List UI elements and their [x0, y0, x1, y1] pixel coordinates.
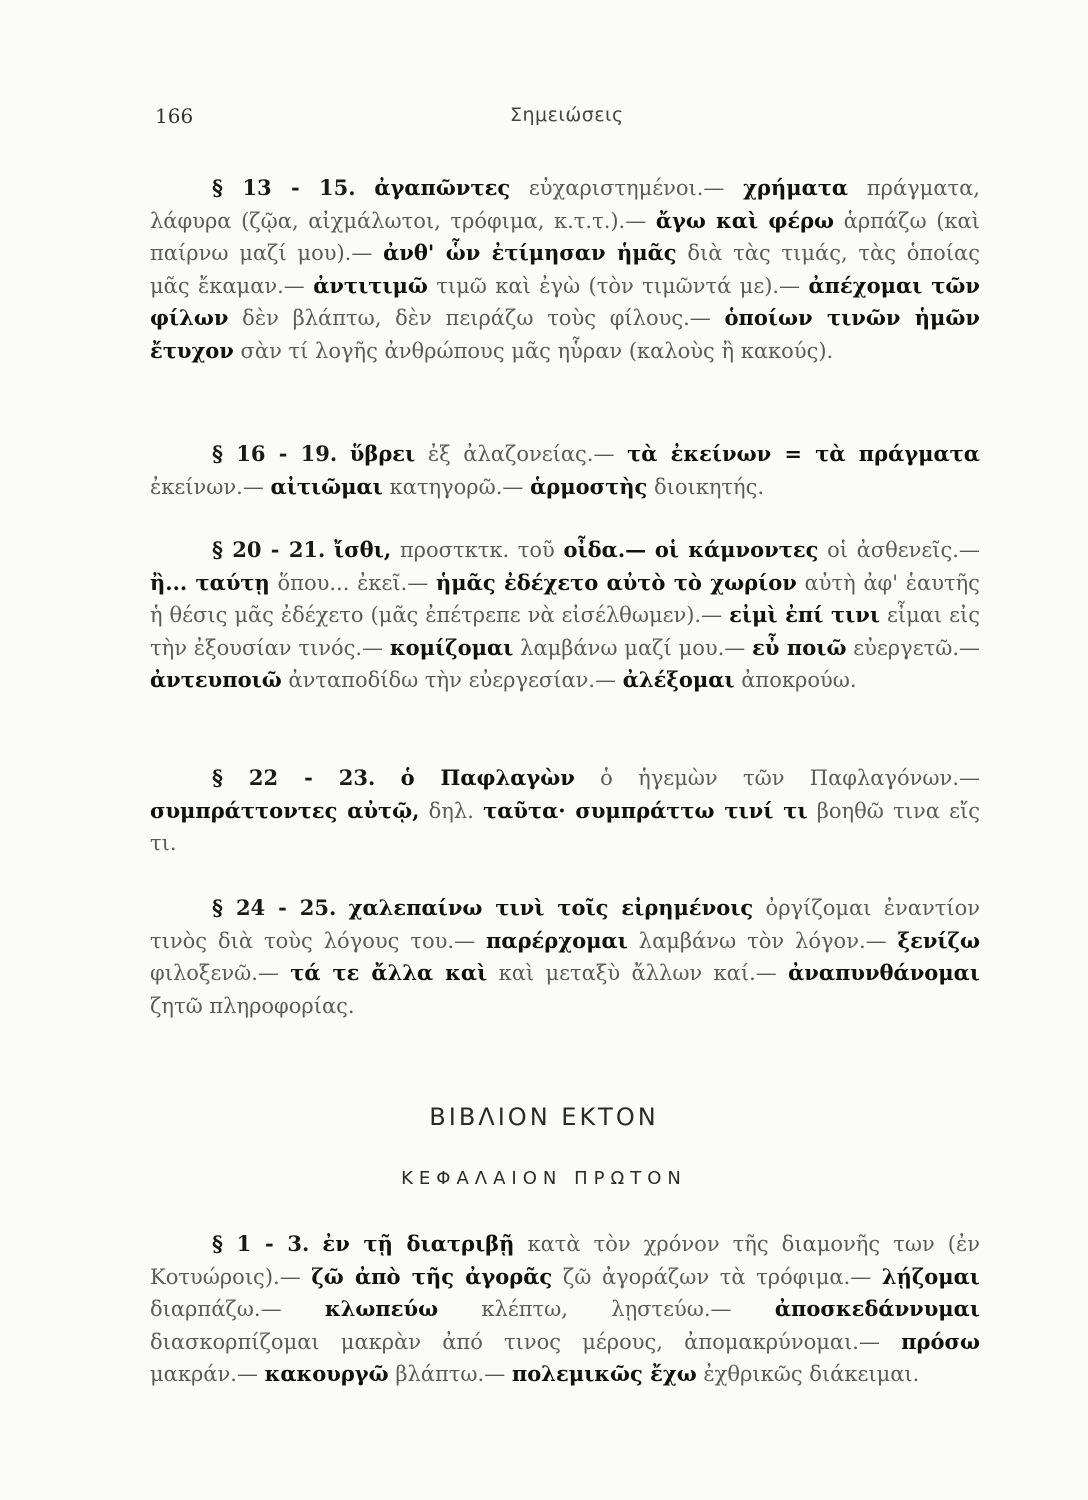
note-gloss: ὀργίζομαι ἐναντίον τινὸς διὰ τοὺς λόγους του.—	[150, 896, 980, 953]
note-term: ἁρμοστὴς	[530, 473, 648, 499]
note-gloss: κατὰ τὸν χρόνον τῆς διαμονῆς των (ἐν Κοτυώροις).—	[150, 1232, 981, 1289]
note-gloss: λαμβάνω μαζί μου.—	[520, 635, 746, 660]
note-term: εὖ ποιῶ	[752, 634, 847, 660]
note-gloss: εὐχαριστημένοι.—	[528, 176, 725, 200]
note-term: ἀναπυνθάνομαι	[788, 960, 980, 985]
note-term: τά τε ἄλλα καὶ	[290, 960, 488, 985]
notes-section-24-25	[150, 892, 980, 1022]
note-term: ἀντιτιμῶ	[313, 272, 428, 298]
note-gloss: φιλοξενῶ.—	[150, 961, 279, 985]
section-ref: § 16 - 19.	[212, 441, 338, 466]
note-gloss: προστκτκ. τοῦ	[399, 538, 555, 562]
page-header	[155, 104, 985, 144]
note-term: ἴσθι,	[334, 537, 392, 562]
note-term: ἀλέξομαι	[622, 667, 735, 692]
note-gloss: διοικητής.	[653, 474, 765, 499]
notes-section-20-21	[150, 534, 980, 697]
note-term: ἄγω καὶ φέρω	[655, 207, 835, 233]
note-term: πολεμικῶς ἔχω	[511, 1361, 697, 1386]
note-gloss: κατηγορῶ.—	[389, 474, 524, 499]
section-ref: § 22 - 23.	[212, 765, 376, 790]
note-gloss: ἐξ ἀλαζονείας.—	[427, 442, 615, 466]
note-gloss: ζητῶ πληροφορίας.	[150, 993, 355, 1018]
note-paragraph	[150, 172, 980, 367]
note-gloss: ἐκείνων.—	[150, 474, 264, 499]
note-term: ξενίζω	[897, 927, 980, 953]
note-term: ὁ Παφλαγὼν	[400, 765, 575, 790]
note-paragraph	[150, 438, 980, 503]
note-gloss: εἶμαι εἰς τὴν ἐξουσίαν τινός.—	[150, 603, 980, 660]
note-term: κομίζομαι	[389, 634, 514, 660]
note-gloss: διὰ τὰς τιμάς, τὰς ὁποίας μᾶς ἔκαμαν.—	[150, 241, 980, 298]
note-term: παρέρχομαι	[486, 927, 628, 953]
note-gloss: βλάπτω.—	[395, 1362, 506, 1386]
note-term: αἰτιῶμαι	[270, 473, 383, 499]
note-gloss: ὁ ἡγεμὼν τῶν Παφλαγόνων.—	[600, 766, 980, 790]
note-term: ἀποσκεδάννυμαι	[774, 1296, 980, 1321]
note-gloss: διασκορπίζομαι μακρὰν ἀπό τινος μέρους, ἀπομακρύνομαι.—	[150, 1329, 880, 1354]
note-gloss: ἁρπάζω (καὶ παίρνω μαζί μου).—	[150, 208, 980, 265]
note-gloss: δὲν βλάπτω, δὲν πειράζω τοὺς φίλους.—	[242, 306, 711, 330]
note-paragraph	[150, 892, 980, 1022]
note-term: ὕβρει	[349, 441, 416, 466]
chapter-title: ΚΕΦΑΛΑΙΟΝ ΠΡΩΤΟΝ	[401, 1168, 687, 1189]
page-number: 166	[155, 104, 194, 128]
note-paragraph	[150, 762, 980, 860]
note-gloss: μακράν.—	[150, 1362, 258, 1386]
notes-section-16-19	[150, 438, 980, 503]
section-ref: § 1 - 3.	[212, 1231, 310, 1256]
note-term: ὁποίων τινῶν ἡμῶν ἔτυχον	[150, 305, 980, 363]
note-paragraph	[150, 1228, 980, 1391]
book-title: ΒΙΒΛΙΟΝ ΕΚΤΟΝ	[429, 1103, 659, 1131]
notes-chapter-1-3	[150, 1228, 980, 1391]
note-gloss: εὐεργετῶ.—	[853, 635, 980, 660]
note-term: οἱ κάμνοντες	[654, 537, 819, 562]
note-term: χρήματα	[743, 175, 849, 200]
note-gloss: κλέπτω, λῃστεύω.—	[481, 1297, 732, 1321]
note-gloss: ἐχθρικῶς διάκειμαι.	[703, 1362, 920, 1386]
notes-section-22-23	[150, 762, 980, 860]
note-gloss: ζῶ ἀγοράζων τὰ τρόφιμα.—	[562, 1264, 872, 1289]
note-paragraph	[150, 534, 980, 697]
note-term: ἀντευποιῶ	[150, 667, 282, 692]
note-term: εἰμὶ ἐπί τινι	[729, 602, 881, 627]
note-term: χαλεπαίνω τινὶ τοῖς εἰρημένοις	[348, 895, 754, 920]
note-gloss: δηλ.	[428, 798, 474, 823]
note-term: λῄζομαι	[881, 1263, 980, 1289]
note-term: ζῶ ἀπὸ τῆς ἀγορᾶς	[311, 1263, 553, 1289]
note-gloss: ἀνταποδίδω τὴν εὐεργεσίαν.—	[288, 668, 617, 692]
note-gloss: λαμβάνω τὸν λόγον.—	[638, 928, 887, 953]
note-term: ἐν τῇ διατριβῇ	[322, 1231, 515, 1256]
note-gloss: οἱ ἀσθενεῖς.—	[827, 538, 980, 562]
note-term: τὰ ἐκείνων = τὰ πράγματα	[627, 441, 980, 466]
note-term: ἀνθ' ὧν ἐτίμησαν ἡμᾶς	[383, 240, 677, 265]
note-term: κλωπεύω	[324, 1296, 439, 1321]
note-term: ταῦτα· συμπράττω τινί τι	[483, 797, 808, 823]
notes-section-13-15	[150, 172, 980, 367]
note-term: συμπράττοντες αὐτῷ,	[150, 797, 420, 823]
note-gloss: βοηθῶ τινα εἴς τι.	[150, 798, 980, 855]
note-term: ἢ... ταύτῃ	[150, 569, 270, 595]
section-ref: § 13 - 15.	[212, 175, 356, 200]
note-term: ἀγαπῶντες	[374, 175, 511, 200]
note-gloss: ὅπου... ἐκεῖ.—	[277, 570, 429, 595]
running-title: Σημειώσεις	[510, 104, 624, 126]
note-term: ἀπέχομαι τῶν φίλων	[150, 272, 980, 330]
note-gloss: σὰν τί λογῆς ἀνθρώπους μᾶς ηὗραν (καλοὺς ἢ κακούς).	[240, 338, 834, 363]
note-gloss: αὐτὴ ἀφ' ἑαυτῆς ἡ θέσις μᾶς ἐδέχετο (μᾶς ἐπέτρεπε νὰ εἰσέλθωμεν).—	[150, 570, 980, 627]
note-gloss: διαρπάζω.—	[150, 1297, 282, 1321]
section-ref: § 20 - 21.	[212, 537, 326, 562]
note-term: πρόσω	[901, 1328, 980, 1354]
note-gloss: τιμῶ καὶ ἐγὼ (τὸν τιμῶντά με).—	[436, 273, 801, 298]
note-gloss: πράγματα, λάφυρα (ζῷα, αἰχμάλωτοι, τρόφιμα, κ.τ.τ.).—	[150, 176, 980, 233]
section-ref: § 24 - 25.	[212, 895, 337, 920]
note-gloss: καὶ μεταξὺ ἄλλων καί.—	[498, 961, 777, 985]
note-term: κακουργῶ	[264, 1361, 389, 1386]
note-gloss: ἀποκρούω.	[741, 668, 857, 692]
note-term: οἶδα.—	[563, 537, 647, 562]
note-term: ἡμᾶς ἐδέχετο αὐτὸ τὸ χωρίον	[436, 569, 797, 595]
